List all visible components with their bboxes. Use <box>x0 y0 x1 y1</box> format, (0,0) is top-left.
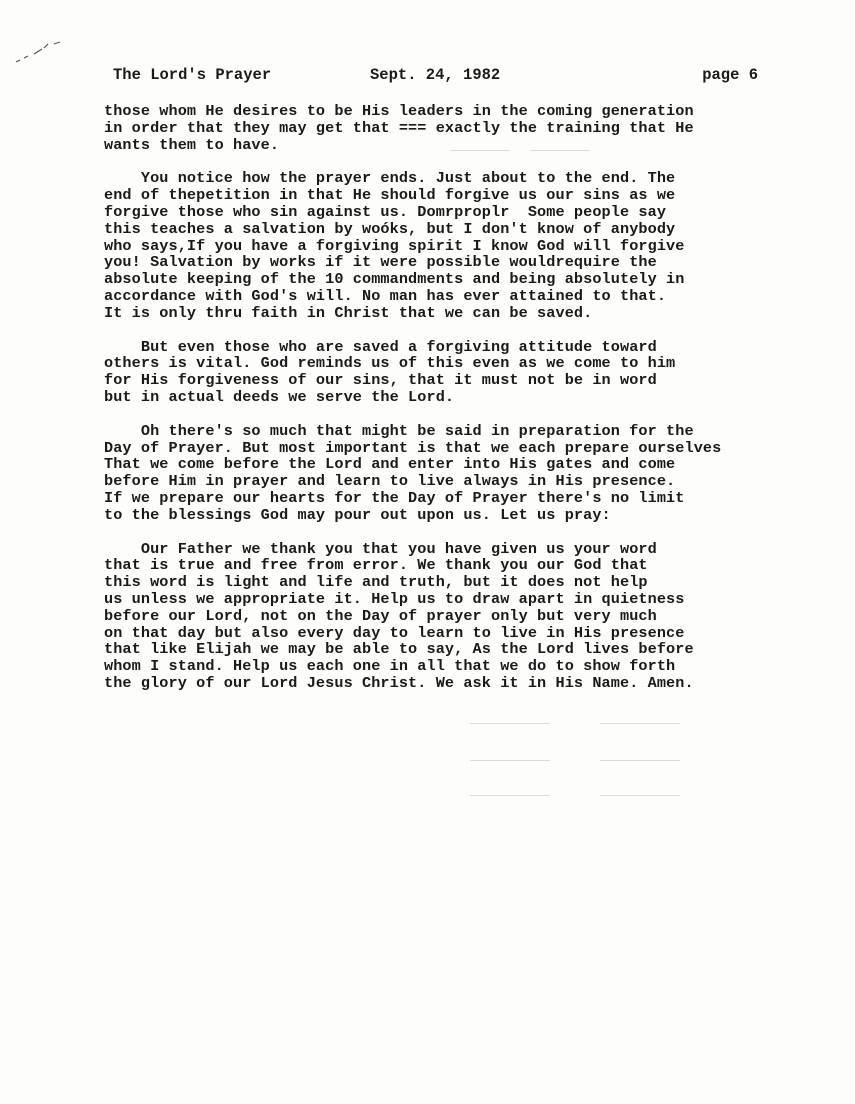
page-header <box>113 66 758 88</box>
paragraph-prayer-ends: You notice how the prayer ends. Just about to the end. The end of thepetition in that He should forgive us our sins as we forgive those who sin against us. Domrproplr Some people say this teaches a salvation by woóks, but I don't know of anybody who says,If you have a forgiving spirit I know God will forgive you! Salvation by works if it were possible wouldrequire the absolute keeping of the 10 commandments and being absolutely in accordance with God's will. No man has ever attained to that. It is only thru faith in Christ that we can be saved. <box>104 169 685 322</box>
paragraph-closing-prayer: Our Father we thank you that you have given us your word that is true and free from error. We thank you our God that this word is light and life and truth, but it does not help us unless we appropriate it. Help us to draw apart in quietness before our Lord, not on the Day of prayer only but very much on that day but also every day to learn to live in His presence that like Elijah we may be able to say, As the Lord lives before whom I stand. Help us each one in all that we do to show forth the glory of our Lord Jesus Christ. We ask it in His Name. Amen. <box>104 539 694 692</box>
document-body <box>104 103 804 692</box>
paragraph-day-of-prayer: Oh there's so much that might be said in preparation for the Day of Prayer. But most important is that we each prepare ourselves That we come before the Lord and enter into His gates and come before Him in prayer and learn to live always in His presence. If we prepare our hearts for the Day of Prayer there's no limit to the blessings God may pour out upon us. Let us pray: <box>104 421 722 524</box>
paragraph-forgiving-attitude: But even those who are saved a forgiving attitude toward others is vital. God reminds us of this even as we come to him for His forgiveness of our sins, that it must not be in word but in actual deeds we serve the Lord. <box>104 337 676 406</box>
header-title: The Lord's Prayer <box>113 66 272 84</box>
header-date: Sept. 24, 1982 <box>370 66 501 84</box>
header-page-number: page 6 <box>702 66 758 84</box>
corner-pen-marks <box>14 40 64 70</box>
paragraph-leaders-continued: those whom He desires to be His leaders in the coming generation in order that they may get that === exactly the training that He wants them to have. <box>104 102 694 154</box>
